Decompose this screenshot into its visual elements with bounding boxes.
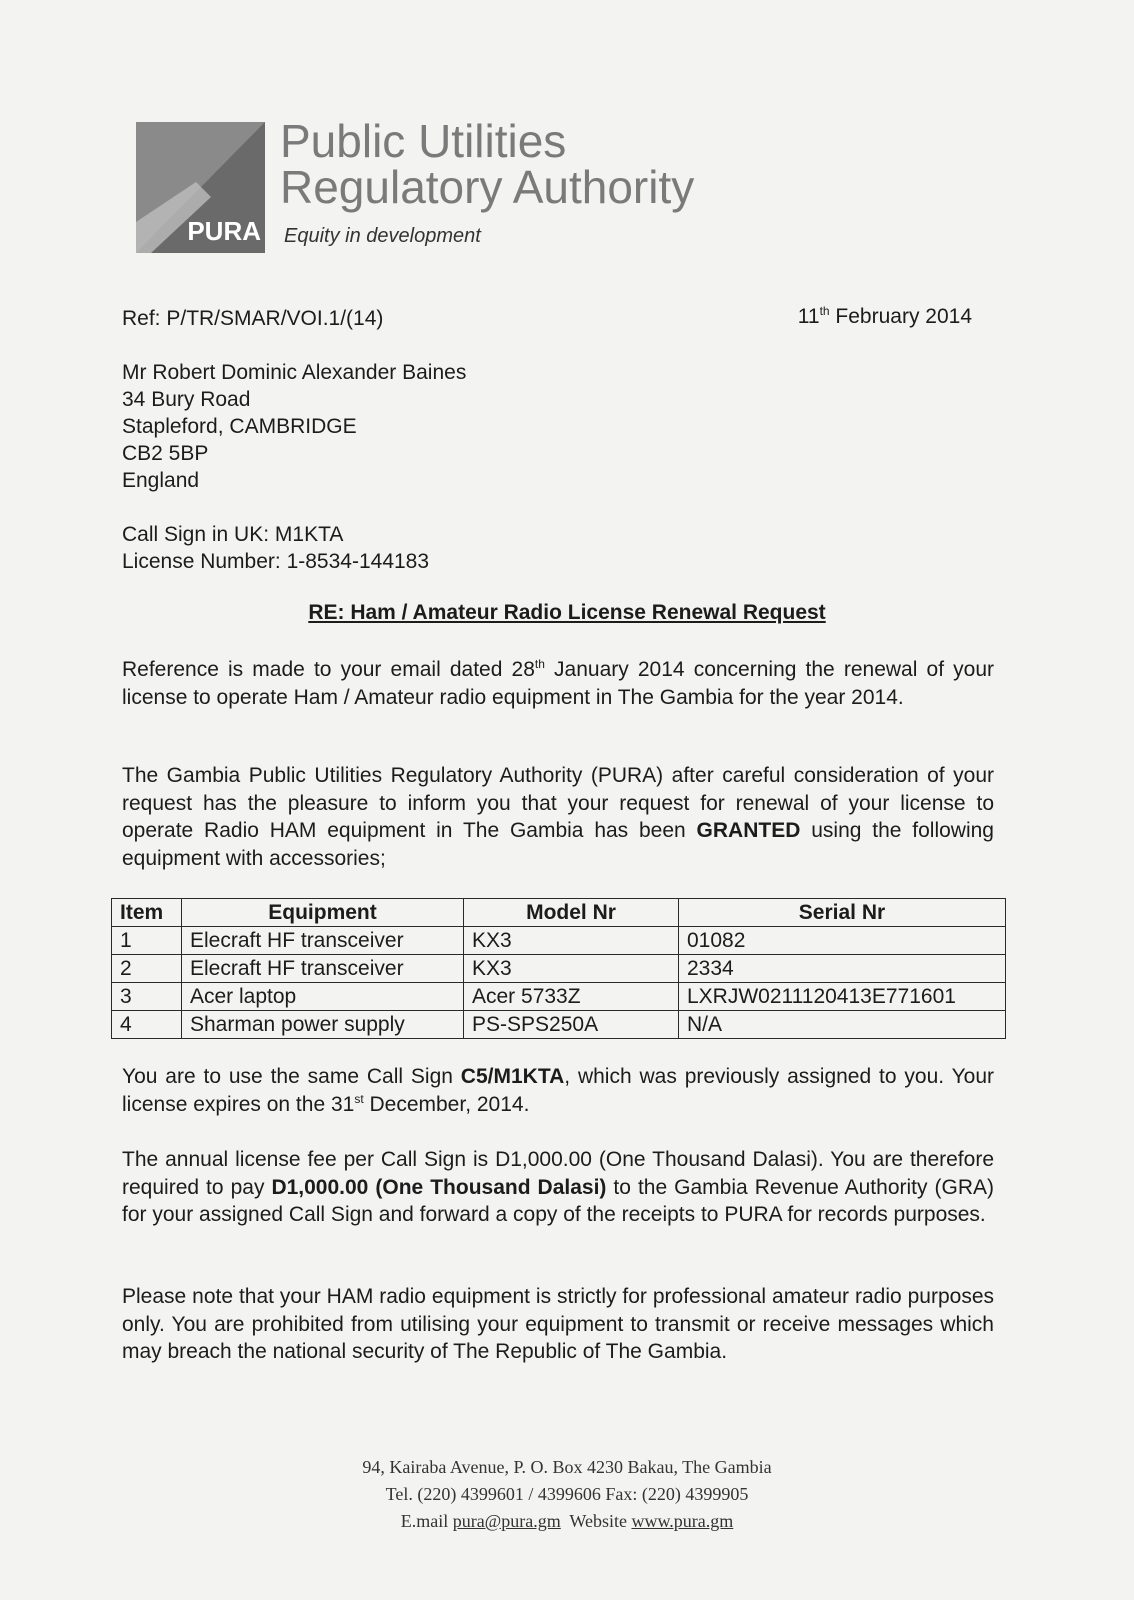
paragraph-usage-note: Please note that your HAM radio equipment is strictly for professional amateur radio purposes only. You are prohibited from utilising your equipment to transmit or receive messages which may breach the national security of The Republic of The Gambia. [122,1285,994,1363]
footer-contact: E.mail pura@pura.gm Website www.pura.gm [400,1511,734,1531]
table-cell: Elecraft HF transceiver [182,955,464,983]
column-header: Serial Nr [679,899,1006,927]
organization-name [280,115,695,213]
table-cell: 2 [112,955,182,983]
footer-phone: Tel. (220) 4399601 / 4399606 Fax: (220) 4399905 [385,1484,749,1504]
table-cell: LXRJW0211120413E771601 [679,983,1006,1011]
uk-call-sign: Call Sign in UK: M1KTA [122,523,344,546]
org-name-line2: Regulatory Authority [280,161,695,213]
table-cell: 3 [112,983,182,1011]
table-cell: Acer 5733Z [464,983,679,1011]
table-header-row [112,899,1006,927]
paragraph-call-sign: You are to use the same Call Sign C5/M1KTA, which was previously assigned to you. Your license expires on the 31st December, 2014. [122,1065,994,1116]
table-cell: Elecraft HF transceiver [182,927,464,955]
column-header: Model Nr [464,899,679,927]
subject-line: RE: Ham / Amateur Radio License Renewal Request [308,601,826,624]
table-cell: Sharman power supply [182,1011,464,1039]
paragraph-granted: The Gambia Public Utilities Regulatory Authority (PURA) after careful consideration of your request has the pleasure to inform you that your request for renewal of your license to operate Radio HAM equipment in The Gambia has been GRANTED using the following equipment with accessories; [122,764,994,870]
email-link[interactable]: pura@pura.gm [452,1511,561,1531]
org-name-line1: Public Utilities [280,115,567,167]
paragraph-reference: Reference is made to your email dated 28th January 2014 concerning the renewal of your license to operate Ham / Amateur radio equipment in The Gambia for the year 2014. [122,657,994,709]
table-cell: KX3 [464,927,679,955]
address-line: England [122,469,200,492]
table-cell: PS-SPS250A [464,1011,679,1039]
table-cell: Acer laptop [182,983,464,1011]
equipment-table [111,898,1006,1039]
address-line: CB2 5BP [122,442,209,465]
table-cell: N/A [679,1011,1006,1039]
column-header: Equipment [182,899,464,927]
letter-date: 11th February 2014 [797,304,972,328]
table-cell: KX3 [464,955,679,983]
license-number: License Number: 1-8534-144183 [122,550,430,573]
address-line: 34 Bury Road [122,388,251,411]
table-row [112,1011,1006,1039]
table-cell: 1 [112,927,182,955]
footer-address: 94, Kairaba Avenue, P. O. Box 4230 Bakau, The Gambia [362,1457,772,1477]
table-row [112,983,1006,1011]
reference-number: Ref: P/TR/SMAR/VOI.1/(14) [122,307,384,330]
recipient-address [122,359,466,494]
table-row [112,955,1006,983]
logo-text: PURA [187,216,261,246]
website-link[interactable]: www.pura.gm [631,1511,734,1531]
address-line: Stapleford, CAMBRIDGE [122,415,357,438]
pura-logo [136,122,265,253]
tagline: Equity in development [284,225,481,247]
license-info [122,521,429,575]
table-cell: 01082 [679,927,1006,955]
table-row [112,927,1006,955]
letter-footer [0,1454,1134,1535]
address-line: Mr Robert Dominic Alexander Baines [122,361,467,384]
column-header: Item [112,899,182,927]
table-cell: 2334 [679,955,1006,983]
paragraph-fee: The annual license fee per Call Sign is D1,000.00 (One Thousand Dalasi). You are therefore required to pay D1,000.00 (One Thousand Dalasi) to the Gambia Revenue Authority (GRA) for your assigned Call Sign and forward a copy of the receipts to PURA for records purposes. [122,1148,994,1226]
table-cell: 4 [112,1011,182,1039]
